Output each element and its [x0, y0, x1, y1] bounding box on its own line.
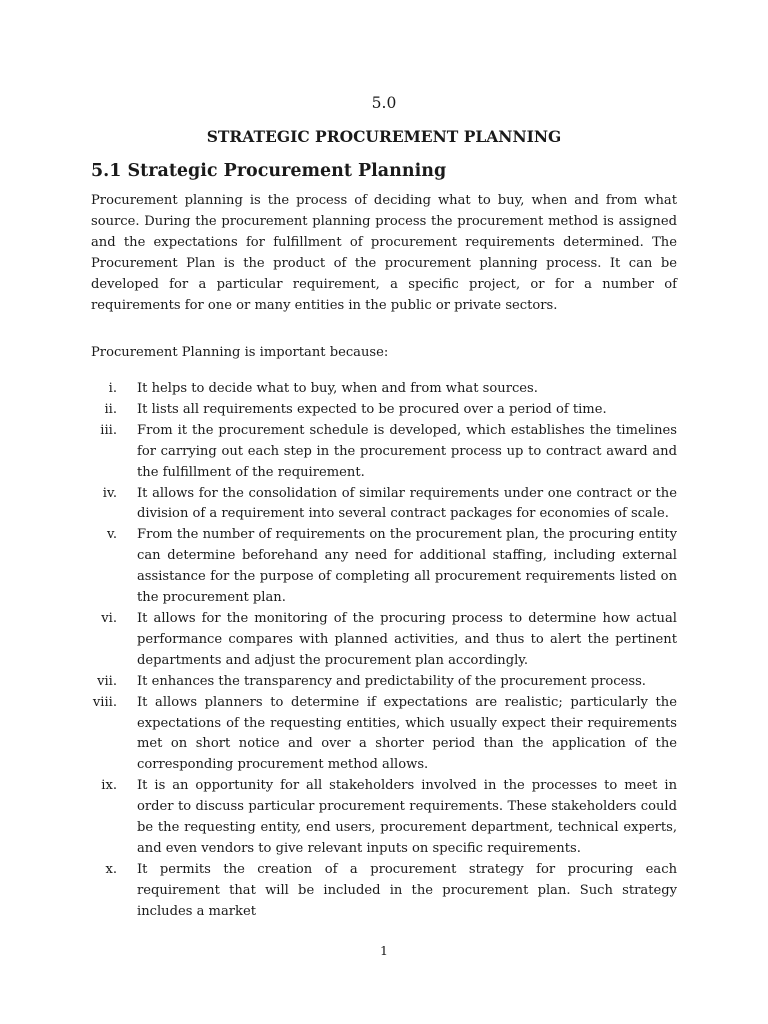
list-item-text: It enhances the transparency and predictability of the procurement process.	[137, 673, 646, 689]
list-item-numeral: ii.	[104, 401, 117, 417]
list-item	[91, 860, 677, 923]
list-item-numeral: i.	[108, 381, 117, 396]
list-item-text: From the number of requirements on the procurement plan, the procuring entity can determine beforehand any need for additional staffing, including external assistance for the purpose of completing all procurement requirements listed on the procurement plan.	[137, 527, 677, 606]
list-item-numeral: vii.	[97, 673, 117, 689]
list-item-text: It lists all requirements expected to be procured over a period of time.	[137, 401, 607, 417]
section-heading: 5.1 Strategic Procurement Planning	[91, 161, 447, 181]
list-item-text: It allows for the monitoring of the procuring process to determine how actual performance compares with planned activities, and thus to alert the pertinent departments and adjust the procurement plan accordingly.	[137, 610, 677, 668]
list-item	[91, 525, 677, 609]
list-item-text: It helps to decide what to buy, when and from what sources.	[137, 381, 538, 396]
list-item-numeral: ix.	[101, 778, 117, 794]
list-item	[91, 609, 677, 672]
list-item-numeral: x.	[105, 861, 117, 877]
list-item	[91, 421, 677, 484]
list-item	[91, 693, 677, 777]
list-item-text: It is an opportunity for all stakeholders involved in the processes to meet in order to discuss particular procurement requirements. These stakeholders could be the requesting entity, end users, procurement department, technical experts, and even vendors to give relevant inputs on specific requirements.	[137, 778, 677, 856]
list-item-text: It allows planners to determine if expectations are realistic; particularly the expectations of the requesting entities, which usually expect their requirements met on short notice and over a shorter period than the application of the corresponding procurement method allows.	[137, 694, 677, 773]
list-lead-sentence: Procurement Planning is important because:	[91, 345, 389, 360]
list-item	[91, 400, 677, 421]
list-item-numeral: v.	[106, 527, 117, 543]
list-item	[91, 672, 677, 693]
chapter-title: STRATEGIC PROCUREMENT PLANNING	[206, 127, 562, 146]
list-item	[91, 776, 677, 860]
list-item	[91, 484, 677, 526]
list-item-numeral: vi.	[101, 610, 117, 626]
chapter-number: 5.0	[371, 94, 397, 112]
list-item-text: It allows for the consolidation of similar requirements under one contract or the division of a requirement into several contract packages for economies of scale.	[137, 485, 677, 522]
page-number: 1	[380, 943, 388, 958]
list-item-numeral: iv.	[102, 485, 117, 501]
list-item-text: From it the procurement schedule is developed, which establishes the timelines for carrying out each step in the procurement process up to contract award and the fulfillment of the requirement.	[137, 422, 677, 480]
list-item-numeral: viii.	[92, 694, 117, 710]
list-item	[91, 379, 677, 400]
reasons-list	[91, 379, 677, 923]
list-item-text: It permits the creation of a procurement strategy for procuring each requirement that will be included in the procurement plan. Such strategy includes a market	[137, 861, 677, 919]
list-item-numeral: iii.	[100, 422, 117, 438]
intro-paragraph: Procurement planning is the process of deciding what to buy, when and from what source. During the procurement planning process the procurement method is assigned and the expectations for fulfillment of procurement requirements determined. The Procurement Plan is the product of the procurement planning process. It can be developed for a particular requirement, a specific project, or for a number of requirements for one or many entities in the public or private sectors.	[91, 193, 677, 313]
